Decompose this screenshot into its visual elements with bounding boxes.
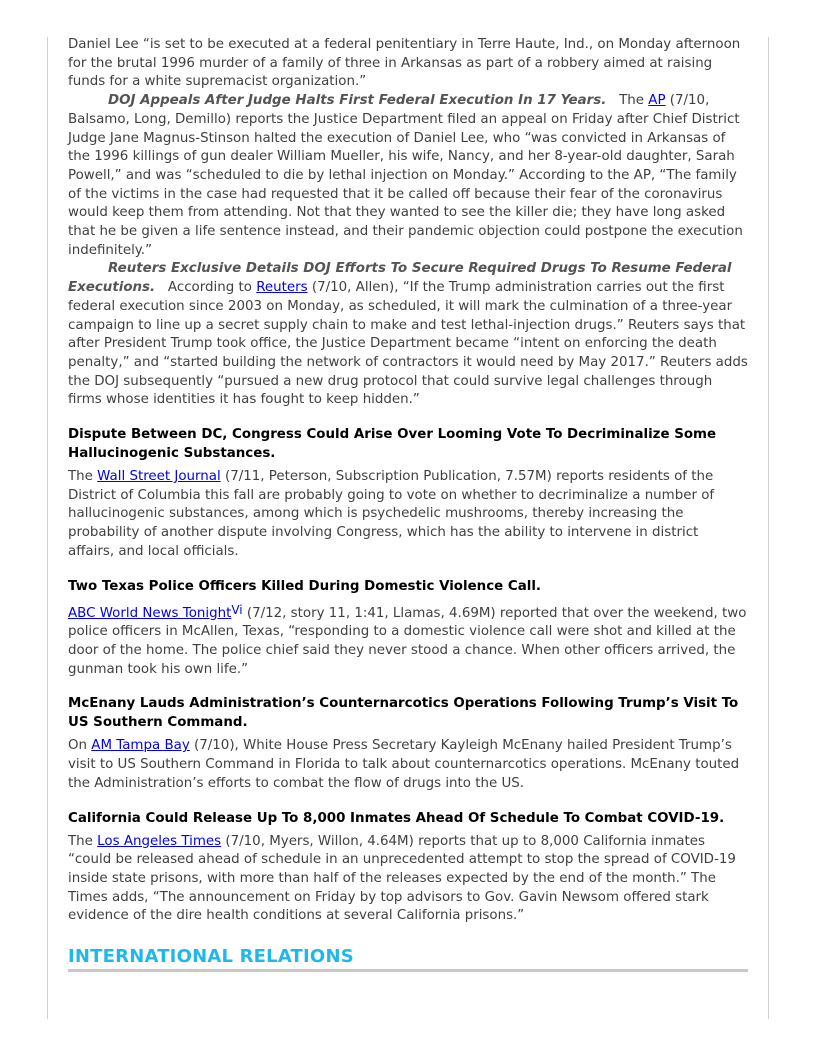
section-header-international-relations: INTERNATIONAL RELATIONS xyxy=(68,948,748,972)
article-text: (7/11, Peterson, Subscription Publication, 7.57M) reports residents of the District of Columbia this fall are probably going to vote on whether to decriminalize a number of hallucinogenic substances, among which is psychedelic mushrooms, thereby increasing the probability of another dispute involving Congress, which has the ability to intervene in district affairs, and local officials. xyxy=(68,469,715,559)
doj-appeal-pre: The xyxy=(619,93,649,109)
article xyxy=(68,694,748,793)
doj-appeal-body: (7/10, Balsamo, Long, Demillo) reports the Justice Department filed an appeal on Friday after Chief District Judge Jane Magnus-Stinson halted the execution of Daniel Lee, who “was convicted in Arkansas of the 1996 killings of gun dealer William Mueller, his wife, Nancy, and her 8-year-old daughter, Sarah Powell,” and was “scheduled to die by lethal injection on Monday.” According to the AP, “The family of the victims in the case had requested that it be called off because their fear of the coronavirus would keep them from attending. Not that they wanted to see the killer die; they have long asked that he be given a life sentence instead, and their pandemic objection could postpone the execution indefinitely.” xyxy=(68,93,743,258)
abc-world-news-link[interactable]: ABC World News Tonight xyxy=(68,605,232,621)
reuters-link[interactable]: Reuters xyxy=(256,280,308,296)
article-pre: The xyxy=(68,469,98,485)
article-headline: Two Texas Police Officers Killed During Domestic Violence Call. xyxy=(68,578,542,594)
article-body xyxy=(68,601,748,680)
reuters-kicker: Reuters Exclusive Details DOJ Efforts To Secure Required Drugs To Resume Federal Executions. xyxy=(68,261,732,296)
page-border-left xyxy=(47,37,48,1019)
article-text: (7/12, story 11, 1:41, Llamas, 4.69M) reported that over the weekend, two police officers in McAllen, Texas, “responding to a domestic violence call were shot and killed at the door of the home. The police chief said they never stood a chance. When other officers arrived, the gunman took his own life.” xyxy=(68,605,747,677)
wsj-link[interactable]: Wall Street Journal xyxy=(97,469,221,485)
article xyxy=(68,577,748,680)
la-times-link[interactable]: Los Angeles Times xyxy=(97,833,222,849)
page-border-right xyxy=(768,37,769,1019)
article-headline: California Could Release Up To 8,000 Inmates Ahead Of Schedule To Combat COVID-19. xyxy=(68,810,725,826)
article-headline: McEnany Lauds Administration’s Counternarcotics Operations Following Trump’s Visit To US Southern Command. xyxy=(68,696,739,731)
article-pre: The xyxy=(68,833,98,849)
article xyxy=(68,425,748,562)
article-text: (7/10), White House Press Secretary Kayleigh McEnany hailed President Trump’s visit to US Southern Command in Florida to talk about counternarcotics operations. McEnany touted the Administration’s efforts to combat the flow of drugs into the US. xyxy=(68,738,740,791)
ap-link[interactable]: AP xyxy=(648,93,666,109)
article-body xyxy=(68,737,748,793)
article-body xyxy=(68,468,748,562)
am-tampa-bay-link[interactable]: AM Tampa Bay xyxy=(91,738,190,754)
reuters-paragraph xyxy=(68,260,748,410)
document-body xyxy=(68,36,748,972)
doj-appeal-paragraph xyxy=(68,92,748,260)
article-pre: On xyxy=(68,738,92,754)
reuters-body: (7/10, Allen), “If the Trump administration carries out the first federal execution since 2003 on Monday, as scheduled, it will mark the culmination of a three-year campaign to line up a secret supply chain to make and test lethal-injection drugs.” Reuters says that after President Trump took office, the Justice Department became “intent on enforcing the death penalty,” and “started building the network of contractors it would need by May 2017.” Reuters adds the DOJ subsequently “pursued a new drug protocol that could survive legal challenges through firms whose identities it has fought to keep hidden.” xyxy=(68,280,748,408)
article-body xyxy=(68,833,748,927)
article-headline: Dispute Between DC, Congress Could Arise Over Looming Vote To Decriminalize Some Hallucinogenic Substances. xyxy=(68,427,717,462)
video-indicator-icon[interactable]: Vi xyxy=(231,602,243,617)
intro-paragraph: Daniel Lee “is set to be executed at a federal penitentiary in Terre Haute, Ind., on Monday afternoon for the brutal 1996 murder of a family of three in Arkansas as part of a robbery aimed at raising funds for a white supremacist organization.” xyxy=(68,37,741,90)
article-text: (7/10, Myers, Willon, 4.64M) reports that up to 8,000 California inmates “could be released ahead of schedule in an unprecedented attempt to stop the spread of COVID-19 inside state prisons, with more than half of the releases expected by the end of the month.” The Times adds, “The announcement on Friday by top advisors to Gov. Gavin Newsom offered stark evidence of the dire health conditions at several California prisons.” xyxy=(68,833,736,924)
doj-appeal-kicker: DOJ Appeals After Judge Halts First Federal Execution In 17 Years. xyxy=(108,93,607,109)
article xyxy=(68,809,748,927)
reuters-pre: According to xyxy=(167,280,257,296)
